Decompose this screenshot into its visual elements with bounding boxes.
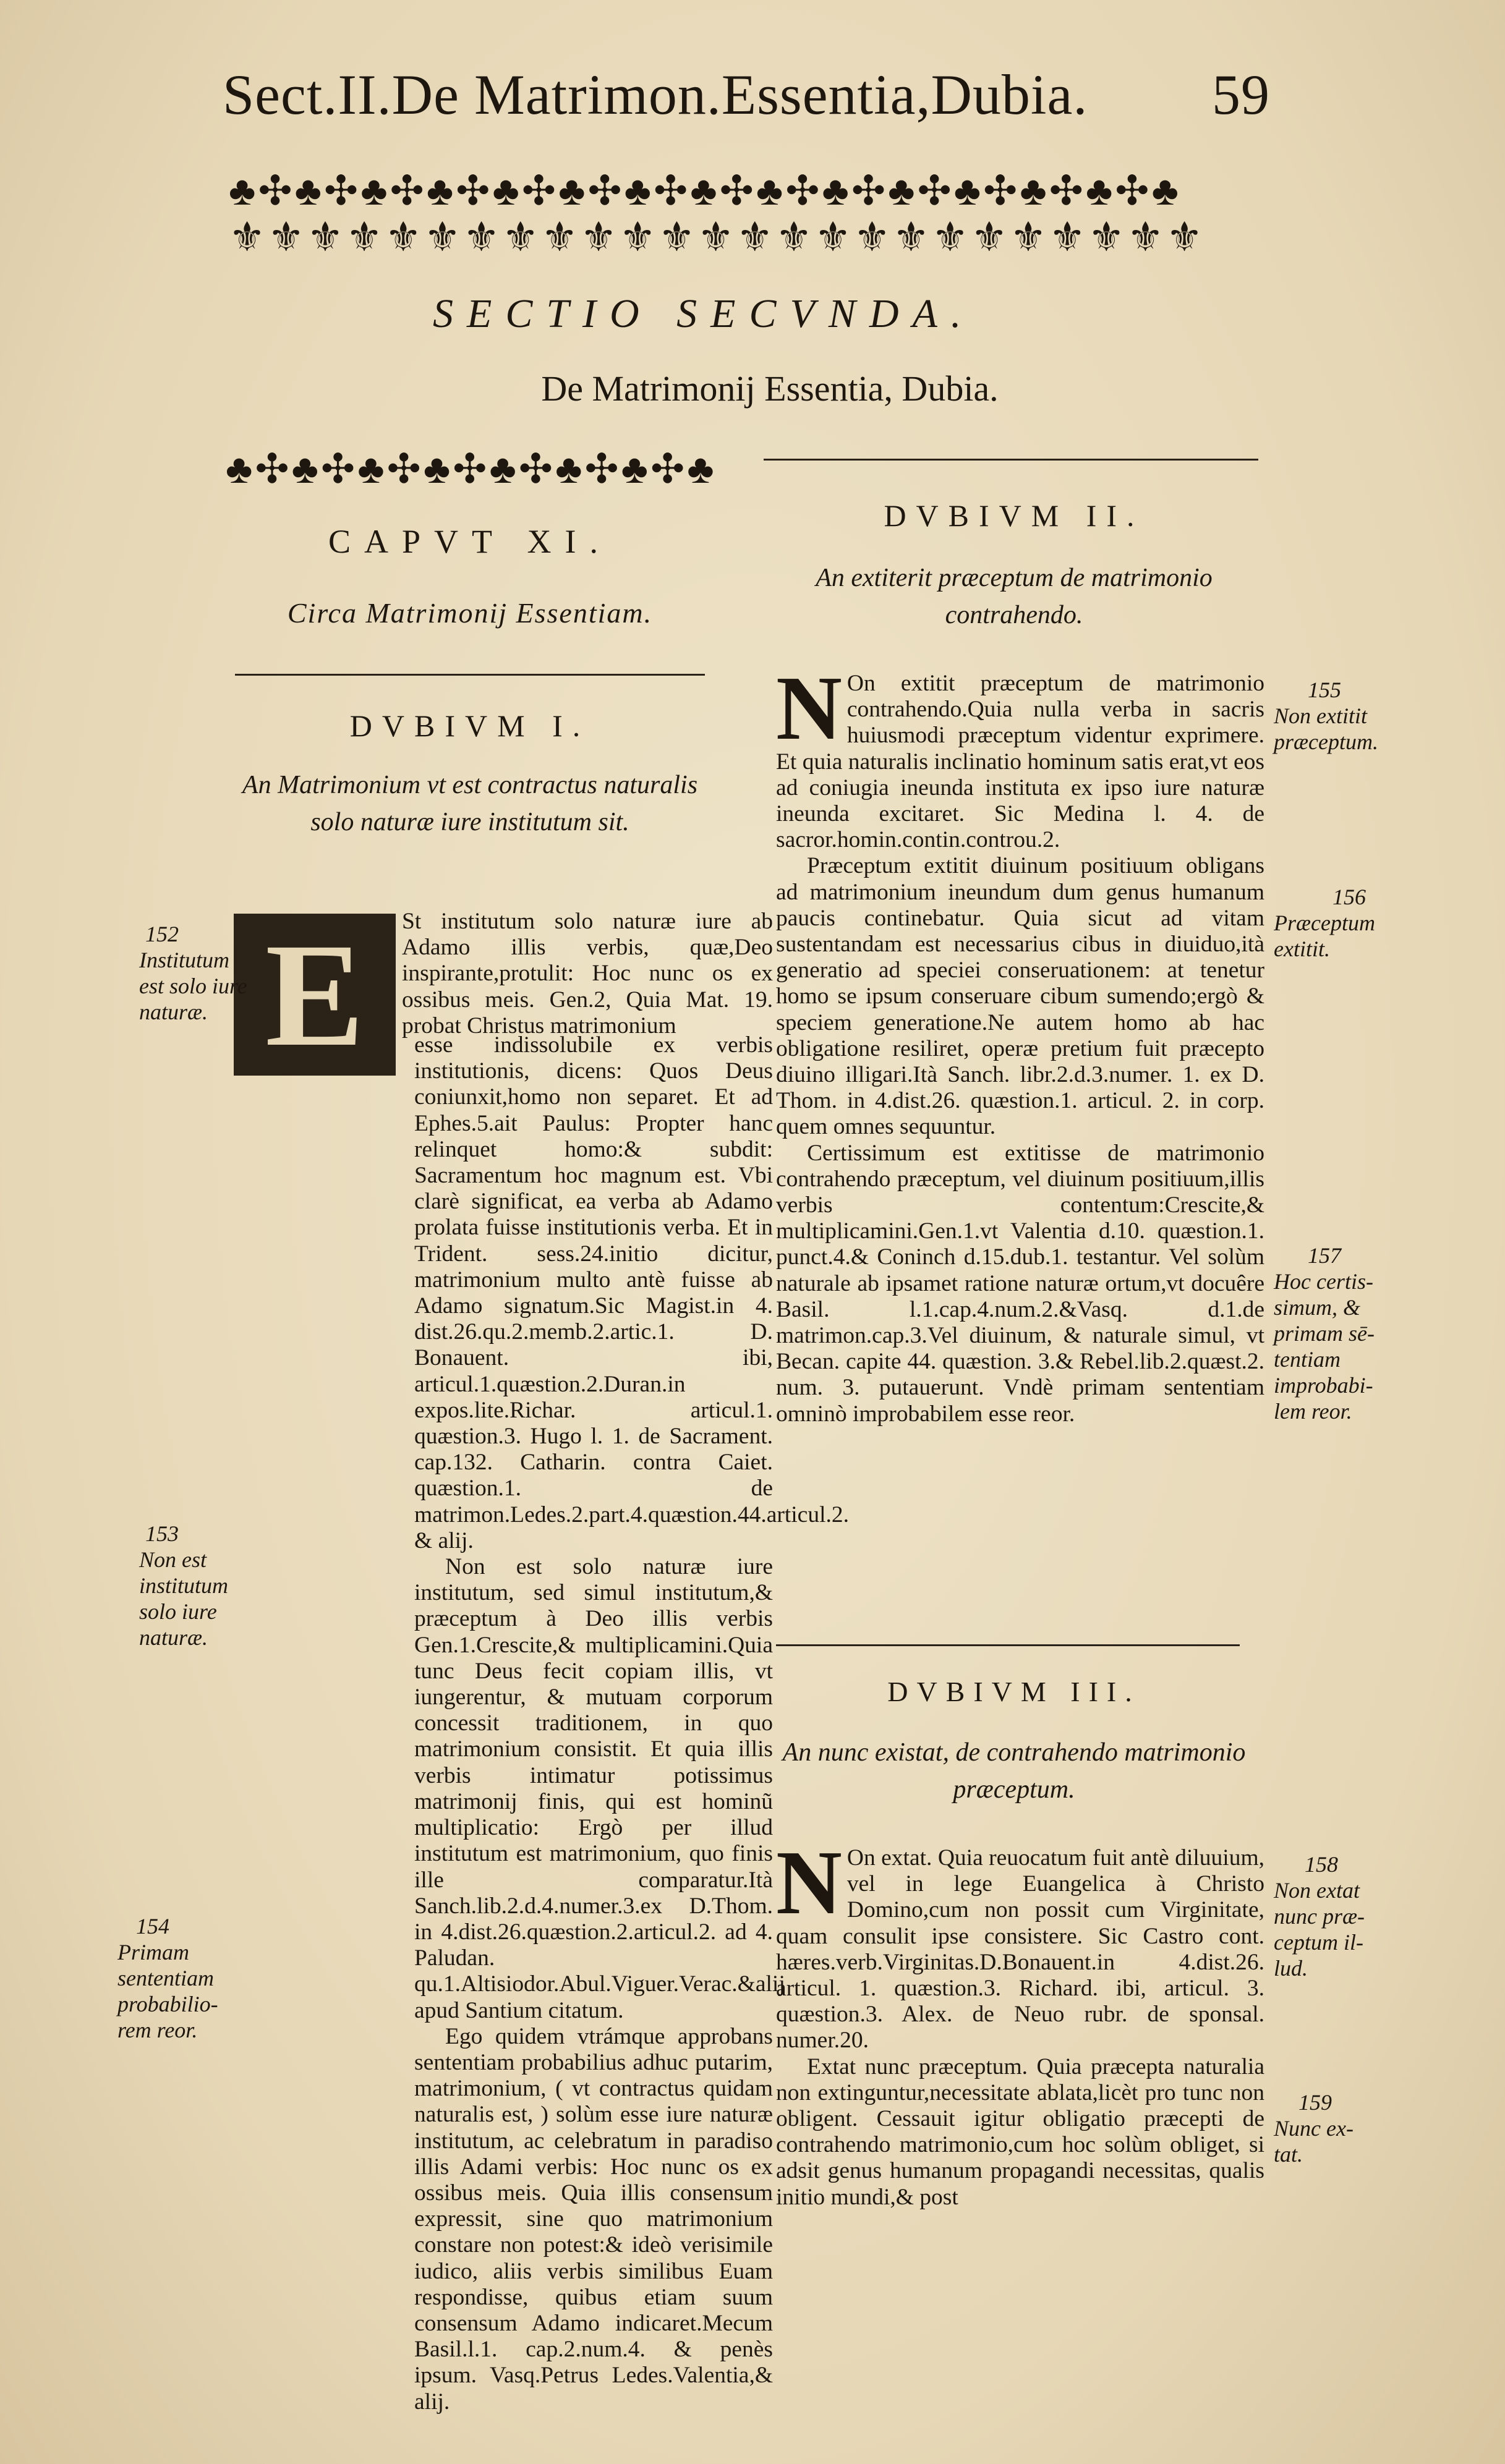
chapter-subtitle: Circa Matrimonij Essentiam. [287, 597, 653, 629]
paragraph: Præceptum extitit diuinum positiuum obligans ad matrimonium ineundum dum genus humanum paucis continebatur. Quia sicut ad vitam sustentandam est necessarius cibus in diuiduo,ità generatio ad speciei conseruationem: at tenetur homo se ipsum conseruare cibum sumendo;ergò & speciem generatione.Ne autem homo ab hac obligatione resiliret, operæ pretium fuit præcepto diuino illigari.Ità Sanch. libr.2.d.3.numer. 1. ex D. Thom. in 4.dist.26. quæstion.1. articul. 2. in corp. quem omnes sequuntur. [776, 853, 1264, 1140]
divider-rule [235, 674, 705, 676]
paragraph: Certissimum est extitisse de matrimonio contrahendo præceptum, vel diuinum positiuum,illis verbis contentum:Crescite,& multiplicamini.Gen.1.vt Valentia d.10. quæstion.1. punct.4.& Coninch d.15.dub.1. testantur. Vel solùm naturale ab ipsamet ratione naturæ ortum,vt docuêre Basil. l.1.cap.4.num.2.&Vasq. d.1.de matrimon.cap.3.Vel diuinum, & naturale simul, vt Becan. capite 44. quæstion. 3.& Rebel.lib.2.quæst.2. num. 3. putauerunt. Vndè primam sententiam omninò improbabilem esse reor. [776, 1140, 1264, 1427]
margin-note-154: 154 Primam sententiam probabilio- rem reor. [117, 1914, 218, 2042]
page-number: 59 [1212, 63, 1270, 126]
dubium-2-question: An extiterit præceptum de matrimonio contrahendo. [816, 564, 1213, 629]
header-title: Sect.II.De Matrimon.Essentia,Dubia. [223, 63, 1088, 126]
paragraph: N On extat. Quia reuocatum fuit antè diluuium, vel in lege Euangelica à Christo Domino,cum non possit cum Virginitate, quam consulit ipse consistere. Sic Castro cont. hæres.verb.Virginitas.D.Bonauent.in 4.dist.26. articul. 1. quæstion.3. Richard. ibi, articul. 3. quæstion.3. Alex. de Neuo rubr. de sponsal. numer.20. [776, 1832, 1264, 2054]
margin-note-155: 155 Non extitit præceptum. [1274, 678, 1378, 754]
section-title: SECTIO SECVNDA. [433, 291, 975, 336]
margin-note-156: 156 Præceptum extitit. [1274, 885, 1375, 961]
paragraph: N On extitit præceptum de matrimonio contrahendo.Quia nulla verba in sacris huiusmodi præceptum videntur exprimere. Et quia naturalis inclinatio hominum satis erat,vt eos ad coniugia ineunda instituta ex ipso iure naturæ ineunda excitaret. Sic Medina l. 4. de sacror.homin.contin.controu.2. [776, 658, 1264, 853]
chapter-title: CAPVT XI. [328, 523, 612, 560]
dubium-1-body [223, 1032, 849, 2415]
margin-note-152: 152 Institutum est solo iure naturæ. [139, 922, 247, 1024]
dubium-1-title: DVBIVM I. [349, 708, 590, 743]
dubium-2-title: DVBIVM II. [884, 498, 1145, 533]
ornament-band-top: ♣✣♣✣♣✣♣✣♣✣♣✣♣✣♣✣♣✣♣✣♣✣♣✣♣✣♣✣♣ [229, 170, 1181, 213]
dubium-3-question: An nunc existat, de contrahendo matrimonio præceptum. [782, 1738, 1246, 1804]
margin-note-158: 158 Non extat nunc præ- ceptum il- lud. [1274, 1852, 1365, 1981]
drop-cap-letter: E [265, 912, 365, 1077]
paragraph: St institutum solo naturæ iure ab Adamo illis verbis, quæ,Deo inspirante,protulit: Hoc nunc os ex ossibus meis. Gen.2, Quia Mat. 19. probat Christus matrimonium [402, 909, 773, 1039]
running-header [223, 62, 1274, 127]
section-subtitle: De Matrimonij Essentia, Dubia. [541, 368, 999, 409]
ornament-band-chapter: ♣✣♣✣♣✣♣✣♣✣♣✣♣✣♣ [226, 448, 717, 491]
drop-cap-letter: N [776, 658, 842, 759]
dubium-3-title: DVBIVM III. [887, 1676, 1141, 1707]
margin-note-157: 157 Hoc certis- simum, & primam sē- tentiam improbabi- lem reor. [1274, 1243, 1375, 1424]
margin-note-153: 153 Non est institutum solo iure naturæ. [139, 1521, 229, 1650]
paragraph: Ego quidem vtrámque approbans sententiam probabilius adhuc putarim, matrimonium, ( vt contractus quidam naturalis est, ) solùm esse iure naturæ institutum, ac celebratum in paradiso illis Adami verbis: Hoc nunc os ex ossibus meis. Quia illis consensum expressit, sine quo matrimonium constare non potest:& ideò verisimile iudico, aliis verbis similibus Euam respondisse, quibus etiam suum consensum Adamo indicaret.Mecum Basil.l.1. cap.2.num.4. & penès ipsum. Vasq.Petrus Ledes.Valentia,& alij. [414, 2023, 773, 2415]
margin-note-159: 159 Nunc ex- tat. [1274, 2090, 1354, 2167]
divider-rule [776, 1644, 1240, 1646]
dubium-3-body [776, 1832, 1264, 2211]
dubium-2-body [776, 658, 1264, 1427]
paragraph: Extat nunc præceptum. Quia præcepta naturalia non extinguntur,necessitate ablata,licèt pro tunc non obligent. Cessauit igitur obligatio præcepti de contrahendo matrimonio,cum hoc solùm obliget, si adsit genus humanum propagandi necessitas, qualis initio mundi,& post [776, 2054, 1264, 2210]
paragraph: esse indissolubile ex verbis institutionis, dicens: Quos Deus coniunxit,homo non separet. Et ad Ephes.5.ait Paulus: Propter hanc relinquet homo:& subdit: Sacramentum hoc magnum est. Vbi clarè significat, ea verba ab Adamo prolata fuisse institutionis verba. Et in Trident. sess.24.initio dicitur, matrimonium multo antè fuisse ab Adamo signatum.Sic Magist.in 4. dist.26.qu.2.memb.2.artic.1. D. Bonauent. ibi, articul.1.quæstion.2.Duran.in expos.lite.Richar. articul.1. quæstion.3. Hugo l. 1. de Sacrament. cap.132. Catharin. contra Caiet. quæstion.1. de matrimon.Ledes.2.part.4.quæstion.44.articul.2. & alij. [414, 1032, 849, 1553]
ornament-band-fleurons: ⚜⚜⚜⚜⚜⚜⚜⚜⚜⚜⚜⚜⚜⚜⚜⚜⚜⚜⚜⚜⚜⚜⚜⚜⚜ [229, 216, 1206, 260]
dubium-1-question: An Matrimonium vt est contractus naturalis solo naturæ iure institutum sit. [242, 771, 698, 836]
divider-rule [764, 459, 1258, 461]
paragraph: Non est solo naturæ iure institutum, sed simul institutum,& præceptum à Deo illis verbis Gen.1.Crescite,& multiplicamini.Quia tunc Deus fecit copiam illis, vt iungerentur, & mutuam corporum concessit traditionem, in quo matrimonium consistit. Et quia illis verbis intimatur potissimus matrimonij finis, qui est hominũ multiplicatio: Ergò per illud institutum est matrimonium, quo finis ille comparatur.Ità Sanch.lib.2.d.4.numer.3.ex D.Thom. in 4.dist.26.quæstion.2.articul.2. ad 4. Paludan. qu.1.Altisiodor.Abul.Viguer.Verac.&alij apud Santium citatum. [414, 1554, 785, 2023]
drop-cap-letter: N [776, 1832, 842, 1934]
dubium-1-intro [402, 909, 773, 1039]
